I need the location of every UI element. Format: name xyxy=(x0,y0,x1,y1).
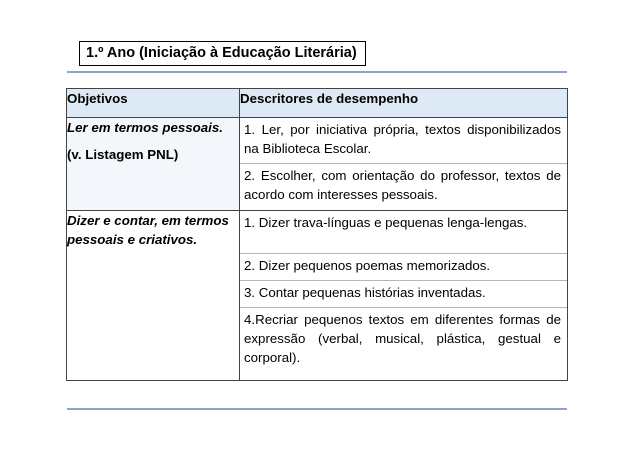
bottom-divider xyxy=(67,408,567,410)
objective-note: (v. Listagem PNL) xyxy=(67,147,179,162)
objective-cell xyxy=(67,211,240,381)
descriptor-item: 4.Recriar pequenos textos em diferentes formas de expressão (verbal, musical, plástica, gestual e corporal). xyxy=(240,307,567,371)
table-row xyxy=(67,118,568,211)
objective-cell xyxy=(67,118,240,211)
descriptors-table xyxy=(66,88,568,381)
descriptor-item: 1. Dizer trava-línguas e pequenas lenga-lengas. xyxy=(244,215,528,230)
page-title: 1.º Ano (Iniciação à Educação Literária) xyxy=(79,41,366,66)
objective-text: Dizer e contar, em termos pessoais e criativos. xyxy=(67,213,229,247)
objective-text: Ler em termos pessoais. xyxy=(67,120,223,135)
descriptor-cell xyxy=(240,118,568,211)
top-divider xyxy=(67,71,567,73)
descriptor-cell xyxy=(240,211,568,381)
descriptor-item: 2. Escolher, com orientação do professor, textos de acordo com interesses pessoais. xyxy=(240,163,567,209)
table-row xyxy=(67,211,568,381)
table-header-row xyxy=(67,89,568,118)
descriptor-item: 1. Ler, por iniciativa própria, textos disponibilizados na Biblioteca Escolar. xyxy=(244,122,561,156)
header-objetivos: Objetivos xyxy=(67,89,240,118)
descriptor-item: 3. Contar pequenas histórias inventadas. xyxy=(240,280,567,307)
header-descritores: Descritores de desempenho xyxy=(240,89,568,118)
descriptor-item: 2. Dizer pequenos poemas memorizados. xyxy=(240,253,567,280)
